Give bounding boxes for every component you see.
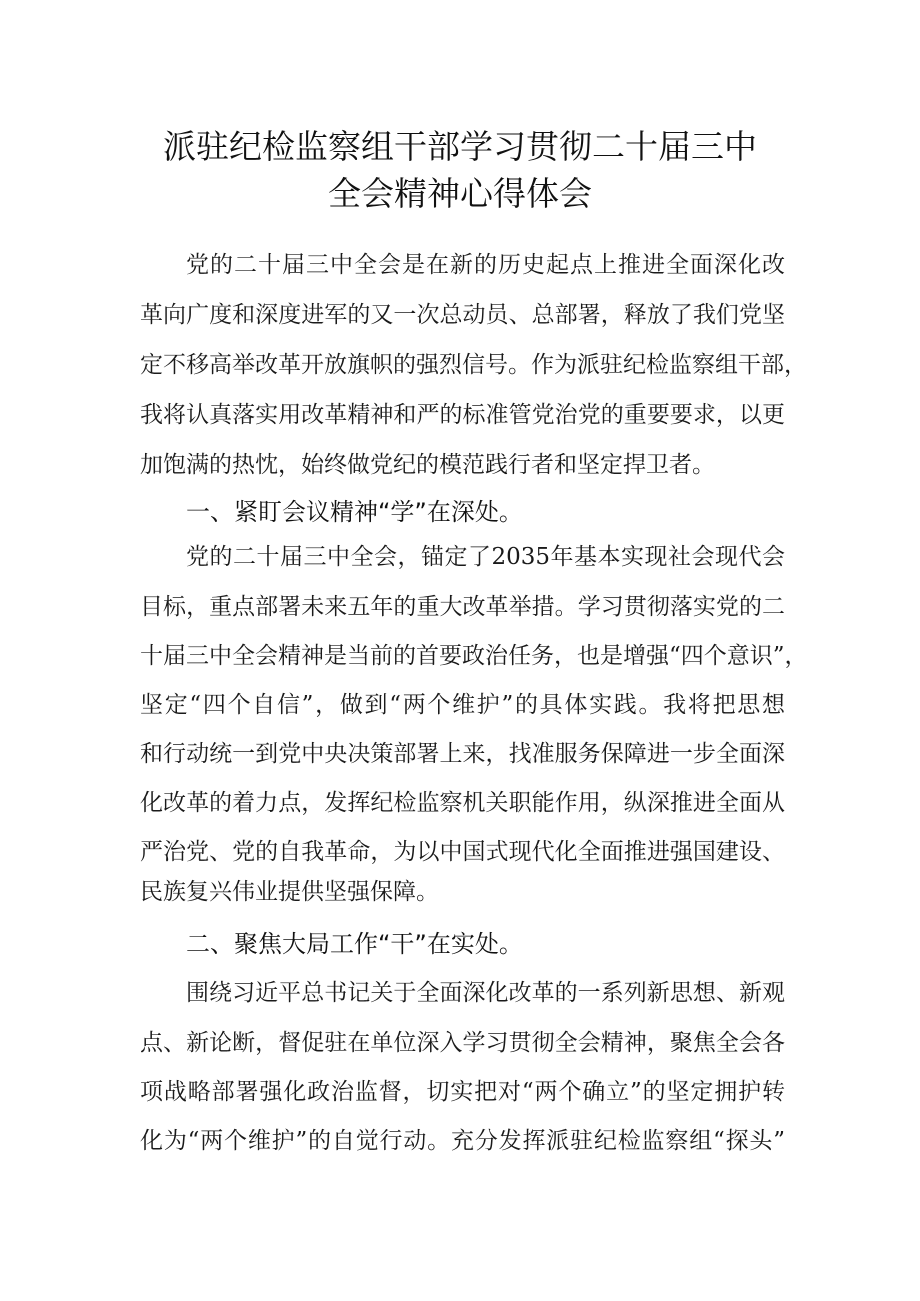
document-title-line-2: 全会精神心得体会 xyxy=(328,174,592,213)
paragraph-1-line-1: 党的二十届三中全会是在新的历史起点上推进全面深化改 xyxy=(186,252,785,278)
paragraph-2-line-6: 化改革的着力点，发挥纪检监察机关职能作用，纵深推进全面从 xyxy=(140,790,785,816)
paragraph-1-line-5: 加饱满的热忱，始终做党纪的模范践行者和坚定捍卫者。 xyxy=(140,452,715,478)
document-title-line-1: 派驻纪检监察组干部学习贯彻二十届三中 xyxy=(163,127,757,166)
paragraph-2-line-3: 十届三中全会精神是当前的首要政治任务，也是增强“四个意识”， xyxy=(140,643,808,669)
paragraph-3-line-1: 围绕习近平总书记关于全面深化改革的一系列新思想、新观 xyxy=(186,980,785,1006)
paragraph-2-line-8: 民族复兴伟业提供坚强保障。 xyxy=(140,879,439,905)
paragraph-2-line-1: 党的二十届三中全会，锚定了2035年基本实现社会现代会 xyxy=(186,544,785,570)
paragraph-1-line-4: 我将认真落实用改革精神和严的标准管党治党的重要要求，以更 xyxy=(140,402,785,428)
paragraph-2-line-5: 和行动统一到党中央决策部署上来，找准服务保障进一步全面深 xyxy=(140,741,785,767)
paragraph-2-line-2: 目标，重点部署未来五年的重大改革举措。学习贯彻落实党的二 xyxy=(140,594,785,620)
section-heading-2: 二、聚焦大局工作“干”在实处。 xyxy=(186,930,523,958)
paragraph-1-line-3: 定不移高举改革开放旗帜的强烈信号。作为派驻纪检监察组干部， xyxy=(140,352,807,378)
paragraph-2-line-7: 严治党、党的自我革命，为以中国式现代化全面推进强国建设、 xyxy=(140,839,785,865)
section-heading-1: 一、紧盯会议精神“学”在深处。 xyxy=(186,498,523,526)
paragraph-2-line-4: 坚定“四个自信”，做到“两个维护”的具体实践。我将把思想 xyxy=(140,692,785,718)
paragraph-1-line-2: 革向广度和深度进军的又一次总动员、总部署，释放了我们党坚 xyxy=(140,302,785,328)
paragraph-3-line-4: 化为“两个维护”的自觉行动。充分发挥派驻纪检监察组“探头” xyxy=(140,1128,785,1154)
paragraph-3-line-3: 项战略部署强化政治监督，切实把对“两个确立”的坚定拥护转 xyxy=(140,1079,785,1105)
paragraph-3-line-2: 点、新论断，督促驻在单位深入学习贯彻全会精神，聚焦全会各 xyxy=(140,1030,785,1056)
